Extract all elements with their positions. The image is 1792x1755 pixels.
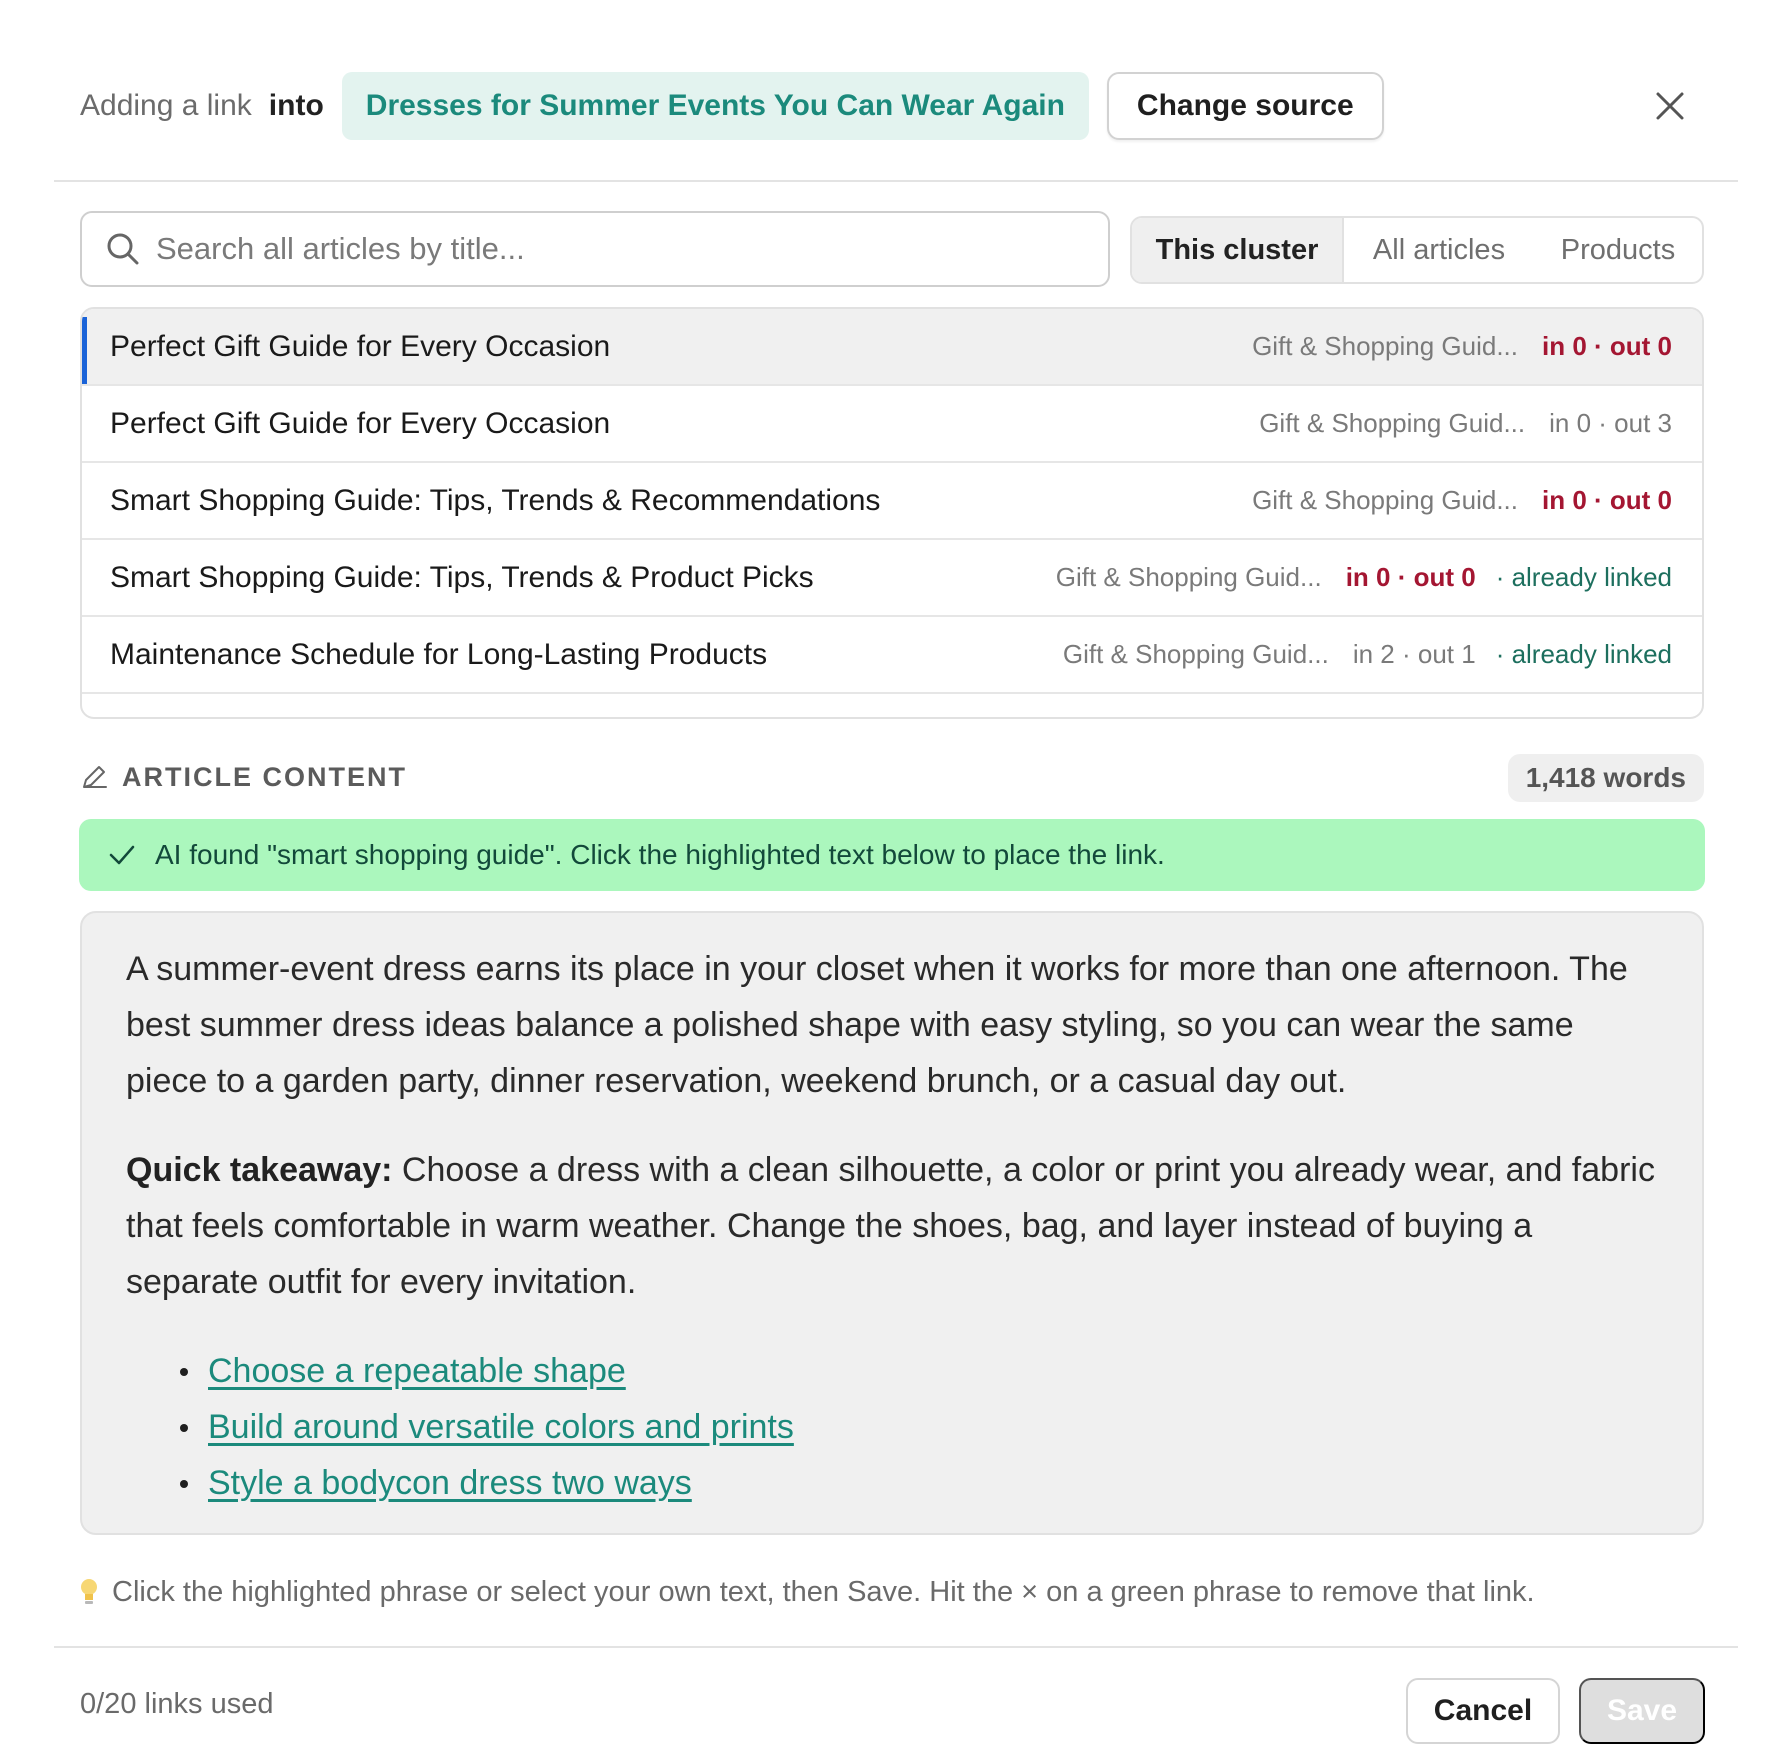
toc-item — [178, 1399, 1658, 1455]
help-hint — [80, 1572, 1535, 1612]
toc-link[interactable]: Build around versatile colors and prints — [208, 1408, 794, 1446]
table-of-contents — [178, 1343, 1658, 1511]
takeaway-text: Choose a dress with a clean silhouette, a color or print you already wear, and fabric that feels comfortable in warm weather. Change the shoes, bag, and layer instead of buying a separate outfit for every invitation. — [126, 1151, 1655, 1301]
result-row[interactable] — [82, 540, 1702, 617]
close-button[interactable] — [1648, 84, 1692, 128]
ai-suggestion-banner — [79, 819, 1705, 891]
help-hint-text: Click the highlighted phrase or select your own text, then Save. Hit the × on a green phrase to remove that link. — [112, 1575, 1535, 1608]
results-list — [80, 307, 1704, 719]
header-divider — [54, 180, 1738, 182]
result-category: Gift & Shopping Guid... — [1055, 562, 1322, 592]
toc-item — [178, 1343, 1658, 1399]
result-row[interactable] — [82, 309, 1702, 386]
filter-products[interactable]: Products — [1560, 233, 1676, 266]
search-box[interactable] — [80, 211, 1110, 287]
result-category: Gift & Shopping Guid... — [1259, 408, 1526, 438]
toc-link[interactable]: Choose a repeatable shape — [208, 1352, 626, 1390]
ai-suggestion-text: AI found "smart shopping guide". Click the highlighted text below to place the link. — [155, 839, 1165, 870]
toc-link[interactable]: Style a bodycon dress two ways — [208, 1464, 692, 1502]
article-content-header — [80, 752, 1704, 802]
source-article-pill: Dresses for Summer Events You Can Wear Again — [342, 72, 1089, 140]
result-link-stats: in 0 · out 3 — [1549, 408, 1672, 438]
result-category: Gift & Shopping Guid... — [1252, 331, 1518, 361]
result-title: Smart Shopping Guide: Tips, Trends & Recommendations — [110, 483, 881, 517]
result-link-stats: in 0 · out 0 — [1542, 331, 1672, 361]
already-linked-badge: · already linked — [1495, 639, 1672, 669]
article-editor[interactable] — [80, 911, 1704, 1535]
scope-filter — [1130, 216, 1704, 284]
search-icon — [106, 232, 140, 266]
dialog-header — [80, 72, 1692, 140]
article-paragraph[interactable]: A summer-event dress earns its place in your closet when it works for more than one afternoon. The best summer dress ideas balance a polished shape with easy styling, so you can wear the same piece to a garden party, dinner reservation, weekend brunch, or a casual day out. — [126, 950, 1628, 1100]
toc-item — [178, 1455, 1658, 1511]
result-link-stats: in 2 · out 1 — [1352, 639, 1476, 669]
result-link-stats: in 0 · out 0 — [1345, 562, 1476, 592]
search-input[interactable] — [156, 231, 1056, 267]
filter-this-cluster[interactable]: This cluster — [1132, 218, 1344, 282]
close-icon — [1655, 91, 1685, 121]
result-title: Perfect Gift Guide for Every Occasion — [110, 329, 611, 363]
already-linked-badge: · already linked — [1495, 562, 1672, 592]
header-lead: Adding a link — [80, 89, 252, 122]
article-content-label: ARTICLE CONTENT — [122, 761, 407, 792]
article-takeaway[interactable] — [126, 1142, 1658, 1310]
result-link-stats: in 0 · out 0 — [1542, 485, 1672, 515]
result-category: Gift & Shopping Guid... — [1252, 485, 1518, 515]
header-into: into — [268, 89, 324, 122]
result-row[interactable] — [82, 386, 1702, 463]
filter-all-articles[interactable]: All articles — [1372, 233, 1506, 266]
result-title: Perfect Gift Guide for Every Occasion — [110, 406, 611, 440]
lightbulb-icon — [80, 1577, 98, 1607]
cancel-button[interactable]: Cancel — [1406, 1678, 1560, 1744]
result-row[interactable] — [82, 617, 1702, 694]
footer-divider — [54, 1646, 1738, 1648]
checkmark-icon — [109, 844, 135, 866]
result-category: Gift & Shopping Guid... — [1062, 639, 1329, 669]
save-button[interactable]: Save — [1579, 1678, 1705, 1744]
links-used-counter: 0/20 links used — [80, 1688, 274, 1720]
word-count-badge: 1,418 words — [1508, 754, 1704, 802]
result-row[interactable] — [82, 463, 1702, 540]
result-title: Smart Shopping Guide: Tips, Trends & Product Picks — [110, 560, 814, 594]
pencil-icon — [80, 763, 108, 791]
result-title: Maintenance Schedule for Long-Lasting Products — [110, 637, 768, 671]
takeaway-label: Quick takeaway: — [126, 1151, 393, 1189]
change-source-button[interactable]: Change source — [1107, 72, 1384, 140]
